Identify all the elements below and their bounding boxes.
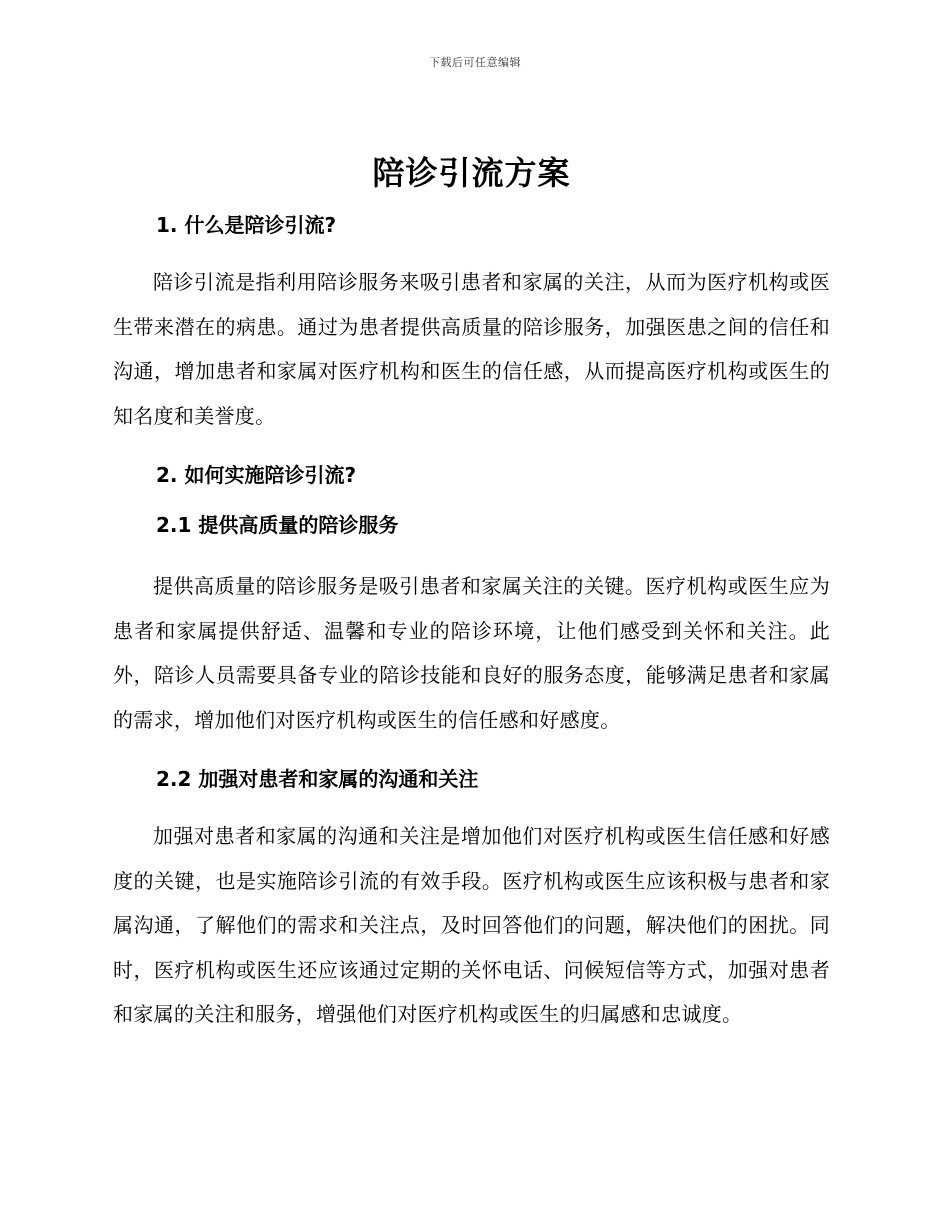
section-paragraph-1: 陪诊引流是指利用陪诊服务来吸引患者和家属的关注，从而为医疗机构或医生带来潜在的病患。通过为患者提供高质量的陪诊服务，加强医患之间的信任和沟通，增加患者和家属对医疗机构和医生的信任感，从而提高医疗机构或医生的知名度和美誉度。 [113,270,830,428]
document-body [113,150,830,1037]
section-paragraph-2-2: 加强对患者和家属的沟通和关注是增加他们对医疗机构或医生信任感和好感度的关键，也是实施陪诊引流的有效手段。医疗机构或医生应该积极与患者和家属沟通，了解他们的需求和关注点，及时回答他们的问题，解决他们的困扰。同时，医疗机构或医生还应该通过定期的关怀电话、问候短信等方式，加强对患者和家属的关注和服务，增强他们对医疗机构或医生的归属感和忠诚度。 [113,824,830,1026]
section-heading-2-1: 2.1 提供高质量的陪诊服务 [156,513,399,537]
header-note: 下载后可任意编辑 [429,56,521,69]
section-heading-1: 1. 什么是陪诊引流? [156,213,337,237]
section-heading-2-2: 2.2 加强对患者和家属的沟通和关注 [156,767,479,791]
section-paragraph-2-1: 提供高质量的陪诊服务是吸引患者和家属关注的关键。医疗机构或医生应为患者和家属提供舒适、温馨和专业的陪诊环境，让他们感受到关怀和关注。此外，陪诊人员需要具备专业的陪诊技能和良好的服务态度，能够满足患者和家属的需求，增加他们对医疗机构或医生的信任感和好感度。 [113,574,830,732]
document-title: 陪诊引流方案 [372,154,571,192]
section-heading-2: 2. 如何实施陪诊引流? [156,463,357,487]
